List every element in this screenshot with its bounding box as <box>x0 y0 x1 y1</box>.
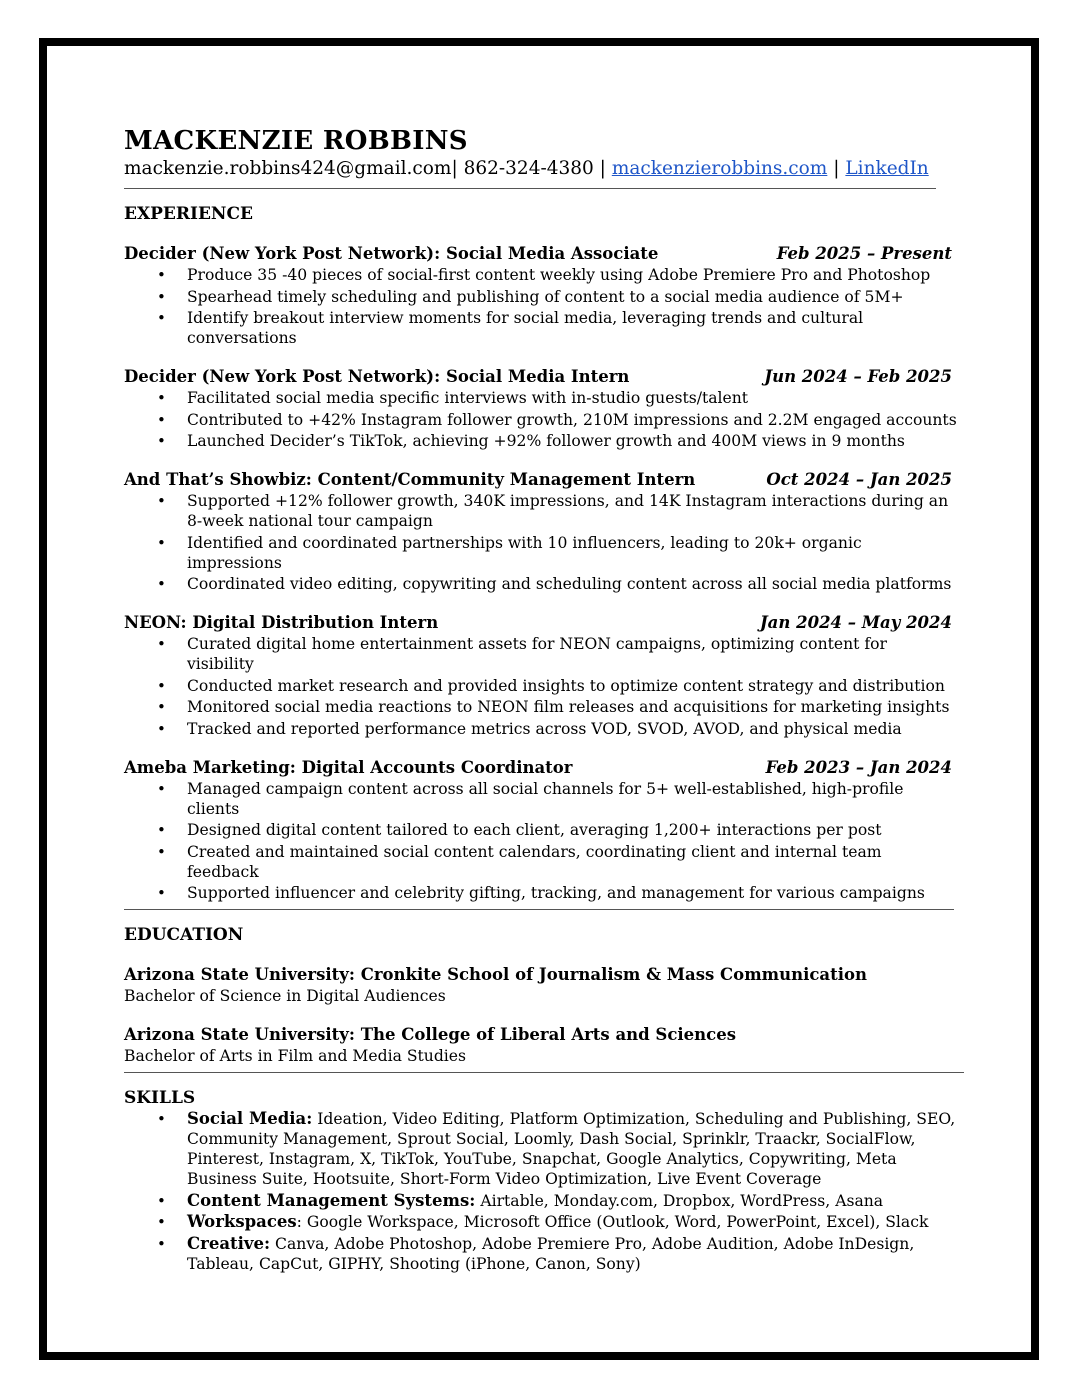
job-bullet: • Launched Decider’s TikTok, achieving +92% follower growth and 400M views in 9 months <box>187 431 957 451</box>
education-list <box>124 964 964 1066</box>
job-bullets <box>124 388 964 451</box>
email-text: mackenzie.robbins424@gmail.com <box>124 158 452 179</box>
contact-separator: | <box>833 158 840 179</box>
job-bullets <box>124 779 964 904</box>
phone-text: | 862-324-4380 | <box>451 158 606 179</box>
skills-heading: SKILLS <box>124 1088 196 1108</box>
education-divider <box>124 1072 964 1073</box>
job-bullets <box>124 265 964 348</box>
job-title: And That’s Showbiz: Content/Community Management Intern <box>124 470 696 489</box>
job-bullet: • Tracked and reported performance metrics across VOD, SVOD, AVOD, and physical media <box>187 719 957 739</box>
job-entry <box>124 757 964 904</box>
job-dates: Jan 2024 – May 2024 <box>759 613 952 632</box>
job-bullet: • Coordinated video editing, copywriting and scheduling content across all social media platforms <box>187 574 957 594</box>
school-name: Arizona State University: The College of Liberal Arts and Sciences <box>124 1025 736 1044</box>
job-title: NEON: Digital Distribution Intern <box>124 613 439 632</box>
linkedin-link[interactable]: LinkedIn <box>845 158 929 179</box>
skill-item <box>187 1234 957 1274</box>
job-bullet: • Facilitated social media specific interviews with in-studio guests/talent <box>187 388 957 408</box>
education-entry <box>124 1024 964 1066</box>
job-header <box>124 366 952 388</box>
skill-details: : Google Workspace, Microsoft Office (Outlook, Word, PowerPoint, Excel), Slack <box>296 1213 929 1231</box>
job-header <box>124 243 952 265</box>
skill-category: Social Media: <box>187 1109 313 1128</box>
skill-category: Workspaces <box>187 1212 297 1231</box>
resume <box>124 124 964 1275</box>
job-bullet: • Contributed to +42% Instagram follower growth, 210M impressions and 2.2M engaged accounts <box>187 410 957 430</box>
job-dates: Feb 2025 – Present <box>776 244 952 263</box>
job-bullet: • Designed digital content tailored to each client, averaging 1,200+ interactions per post <box>187 820 957 840</box>
skill-item <box>187 1212 957 1232</box>
job-title: Decider (New York Post Network): Social Media Intern <box>124 367 630 386</box>
job-bullet: • Conducted market research and provided insights to optimize content strategy and distribution <box>187 676 957 696</box>
job-bullets <box>124 634 964 739</box>
job-header <box>124 612 952 634</box>
job-bullet: • Monitored social media reactions to NEON film releases and acquisitions for marketing insights <box>187 697 957 717</box>
job-entry <box>124 469 964 594</box>
job-bullet: • Identified and coordinated partnerships with 10 influencers, leading to 20k+ organic impressions <box>187 533 957 573</box>
job-bullet: • Managed campaign content across all social channels for 5+ well-established, high-profile clients <box>187 779 957 819</box>
skills-list <box>124 1109 964 1274</box>
job-bullet: • Spearhead timely scheduling and publishing of content to a social media audience of 5M+ <box>187 287 957 307</box>
skill-category: Content Management Systems: <box>187 1190 476 1210</box>
skill-item <box>187 1109 957 1189</box>
job-bullet: • Supported influencer and celebrity gifting, tracking, and management for various campaigns <box>187 883 957 903</box>
degree-name: Bachelor of Arts in Film and Media Studies <box>124 1047 467 1065</box>
skill-category: Creative: <box>187 1233 271 1253</box>
job-header <box>124 469 952 491</box>
job-bullet: • Curated digital home entertainment assets for NEON campaigns, optimizing content for visibility <box>187 634 957 674</box>
job-entry <box>124 243 964 348</box>
experience-divider <box>124 909 954 910</box>
degree-name: Bachelor of Science in Digital Audiences <box>124 987 446 1005</box>
header-divider <box>124 188 936 189</box>
contact-line <box>124 158 964 180</box>
job-bullet: • Supported +12% follower growth, 340K impressions, and 14K Instagram interactions during an 8-week national tour campaign <box>187 491 957 531</box>
website-link[interactable]: mackenzierobbins.com <box>611 158 828 179</box>
candidate-name: MACKENZIE ROBBINS <box>124 126 468 156</box>
job-header <box>124 757 952 779</box>
school-name: Arizona State University: Cronkite School of Journalism & Mass Communication <box>124 965 867 984</box>
job-dates: Feb 2023 – Jan 2024 <box>765 757 952 777</box>
job-dates: Oct 2024 – Jan 2025 <box>766 470 952 489</box>
education-entry <box>124 964 964 1006</box>
job-bullet: • Produce 35 -40 pieces of social-first content weekly using Adobe Premiere Pro and Photoshop <box>187 265 957 285</box>
skill-details: Canva, Adobe Photoshop, Adobe Premiere Pro, Adobe Audition, Adobe InDesign, Tableau, CapCut, GIPHY, Shooting (iPhone, Canon, Sony) <box>187 1234 915 1273</box>
skill-item <box>187 1191 957 1211</box>
job-bullets <box>124 491 964 594</box>
skill-details: Ideation, Video Editing, Platform Optimization, Scheduling and Publishing, SEO, Community Management, Sprout Social, Loomly, Dash Social, Sprinklr, Traackr, SocialFlow, Pinterest, Instagram, X, TikTok, YouTube, Snapchat, Google Analytics, Copywriting, Meta Business Suite, Hootsuite, Short-Form Video Optimization, Live Event Coverage <box>187 1110 956 1188</box>
experience-list <box>124 243 964 903</box>
experience-heading: EXPERIENCE <box>124 204 253 224</box>
job-dates: Jun 2024 – Feb 2025 <box>764 367 952 386</box>
skill-details: Airtable, Monday.com, Dropbox, WordPress, Asana <box>475 1191 884 1210</box>
job-title: Ameba Marketing: Digital Accounts Coordinator <box>124 757 573 777</box>
education-heading: EDUCATION <box>124 925 244 945</box>
job-bullet: • Created and maintained social content calendars, coordinating client and internal team feedback <box>187 842 957 882</box>
job-entry <box>124 612 964 739</box>
job-title: Decider (New York Post Network): Social Media Associate <box>124 244 659 263</box>
job-bullet: • Identify breakout interview moments for social media, leveraging trends and cultural conversations <box>187 308 957 348</box>
job-entry <box>124 366 964 451</box>
